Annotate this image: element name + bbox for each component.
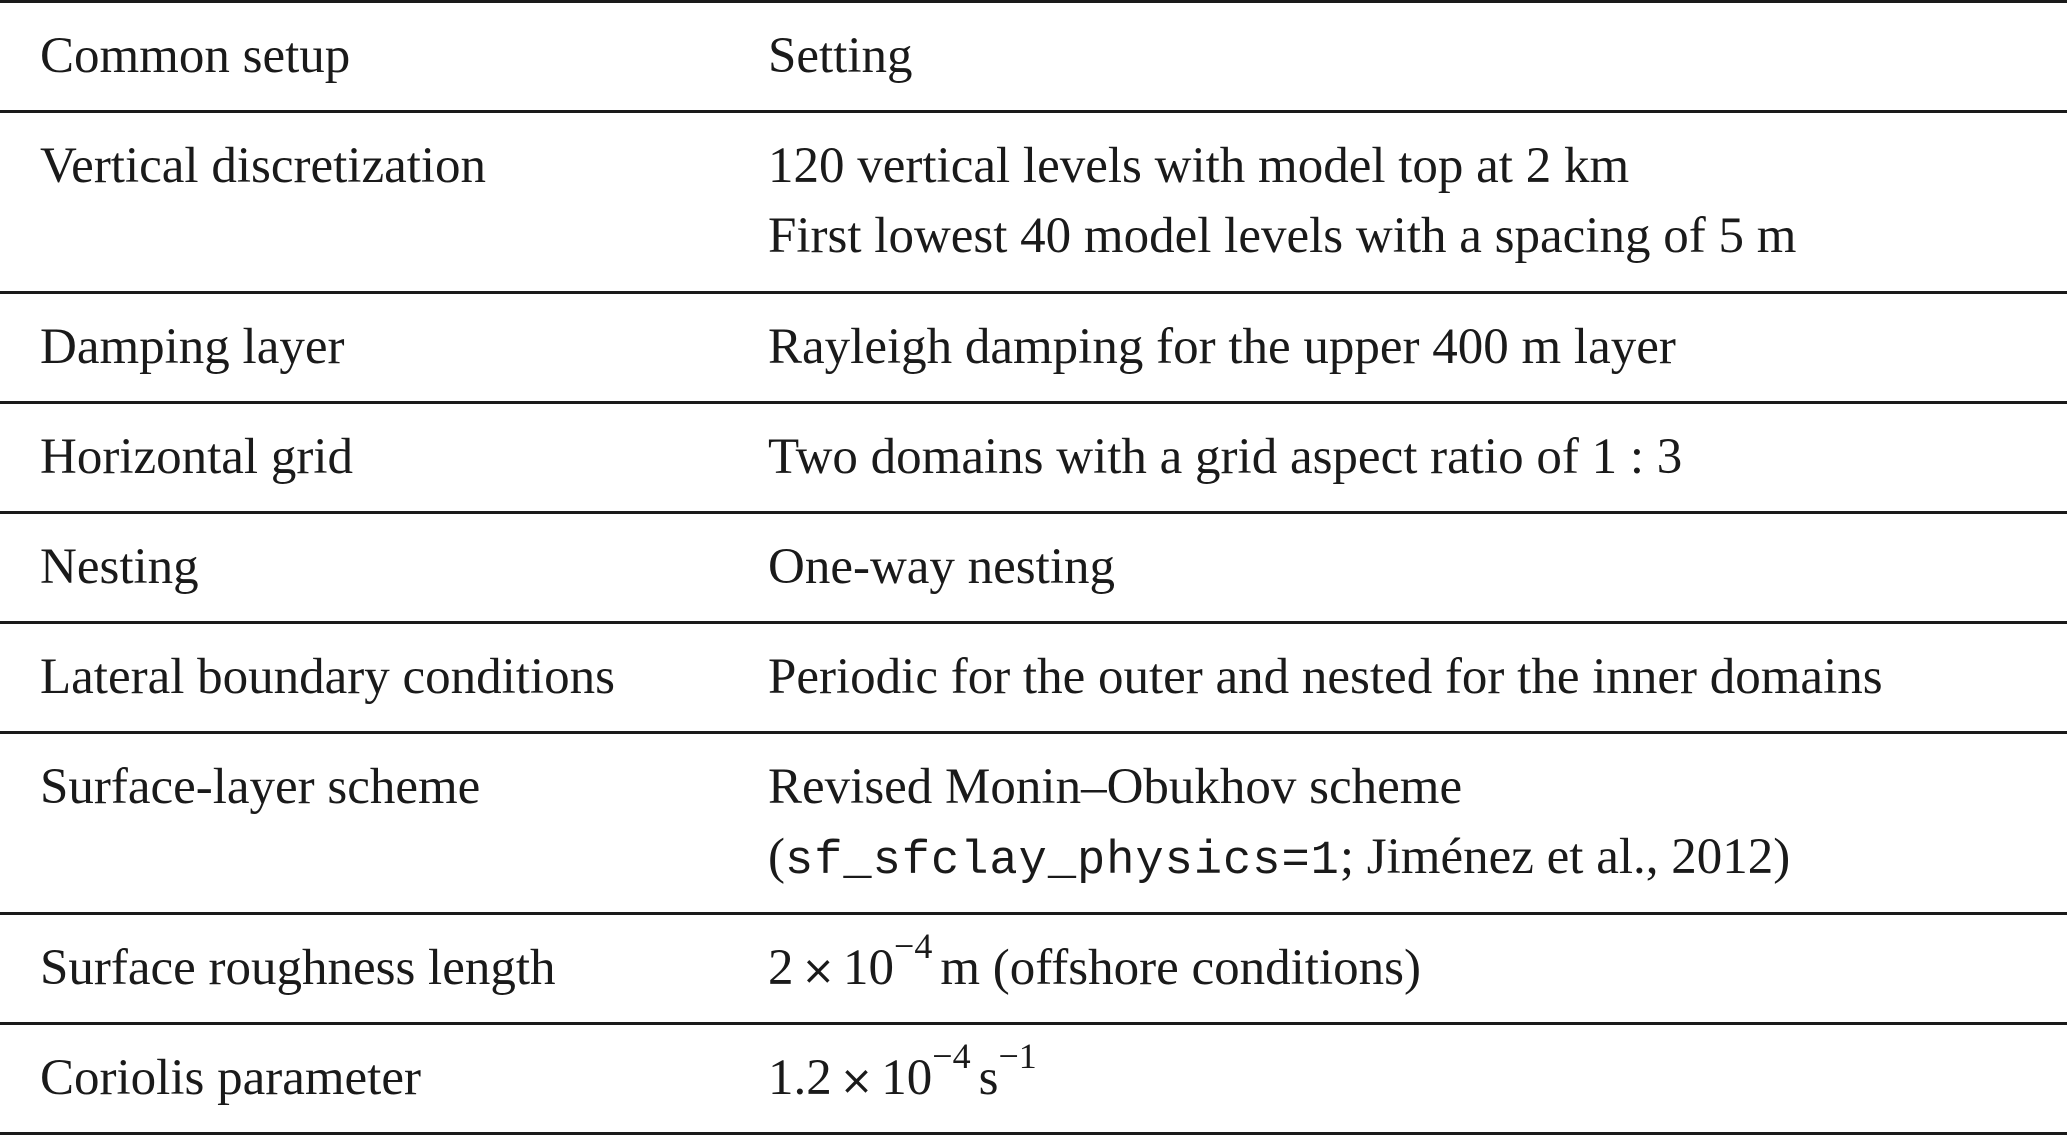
base: 10 (881, 1050, 933, 1106)
value-line: First lowest 40 model levels with a spacing of 5 m (768, 208, 1797, 264)
row-value (768, 1036, 1037, 1116)
header-setting: Setting (768, 28, 913, 84)
unit: s (978, 1050, 999, 1106)
bottom-rule (0, 1132, 2067, 1135)
row-value: One-way nesting (768, 539, 1115, 595)
row-value: Two domains with a grid aspect ratio of 1 : 3 (768, 429, 1683, 485)
unit-exponent: −1 (998, 1036, 1037, 1076)
table-row (0, 915, 2067, 1022)
row-label: Lateral boundary conditions (40, 649, 615, 705)
table-header-row (0, 3, 2067, 110)
open-paren: ( (768, 829, 785, 885)
value-line: Revised Monin–Obukhov scheme (768, 759, 1463, 815)
row-label: Horizontal grid (40, 429, 353, 485)
unit: m (offshore conditions) (940, 940, 1421, 996)
table-row (0, 624, 2067, 731)
exponent: −4 (932, 1036, 971, 1076)
table-row (0, 514, 2067, 621)
table-row (0, 404, 2067, 511)
table-row (0, 734, 2067, 912)
row-value (768, 752, 1790, 897)
times-sign: × (839, 1058, 874, 1104)
row-label: Damping layer (40, 319, 345, 375)
value-line: 120 vertical levels with model top at 2 km (768, 138, 1630, 194)
table-row (0, 113, 2067, 291)
row-label: Vertical discretization (40, 138, 487, 194)
mantissa: 2 (768, 940, 794, 996)
citation: ; Jiménez et al., 2012) (1339, 829, 1791, 885)
table-row (0, 1025, 2067, 1132)
row-value: Rayleigh damping for the upper 400 m layer (768, 319, 1676, 375)
mantissa: 1.2 (768, 1050, 832, 1106)
header-common-setup: Common setup (40, 28, 351, 84)
times-sign: × (801, 948, 836, 994)
row-value (768, 926, 1421, 1006)
row-value: Periodic for the outer and nested for the inner domains (768, 649, 1883, 705)
row-label: Surface roughness length (40, 940, 556, 996)
row-value (768, 131, 1796, 271)
row-label: Surface-layer scheme (40, 759, 481, 815)
row-label: Nesting (40, 539, 199, 595)
value-line (768, 822, 1790, 897)
table-row (0, 294, 2067, 401)
base: 10 (843, 940, 895, 996)
row-label: Coriolis parameter (40, 1050, 421, 1106)
code-parameter: sf_sfclay_physics=1 (784, 835, 1340, 888)
exponent: −4 (894, 926, 933, 966)
